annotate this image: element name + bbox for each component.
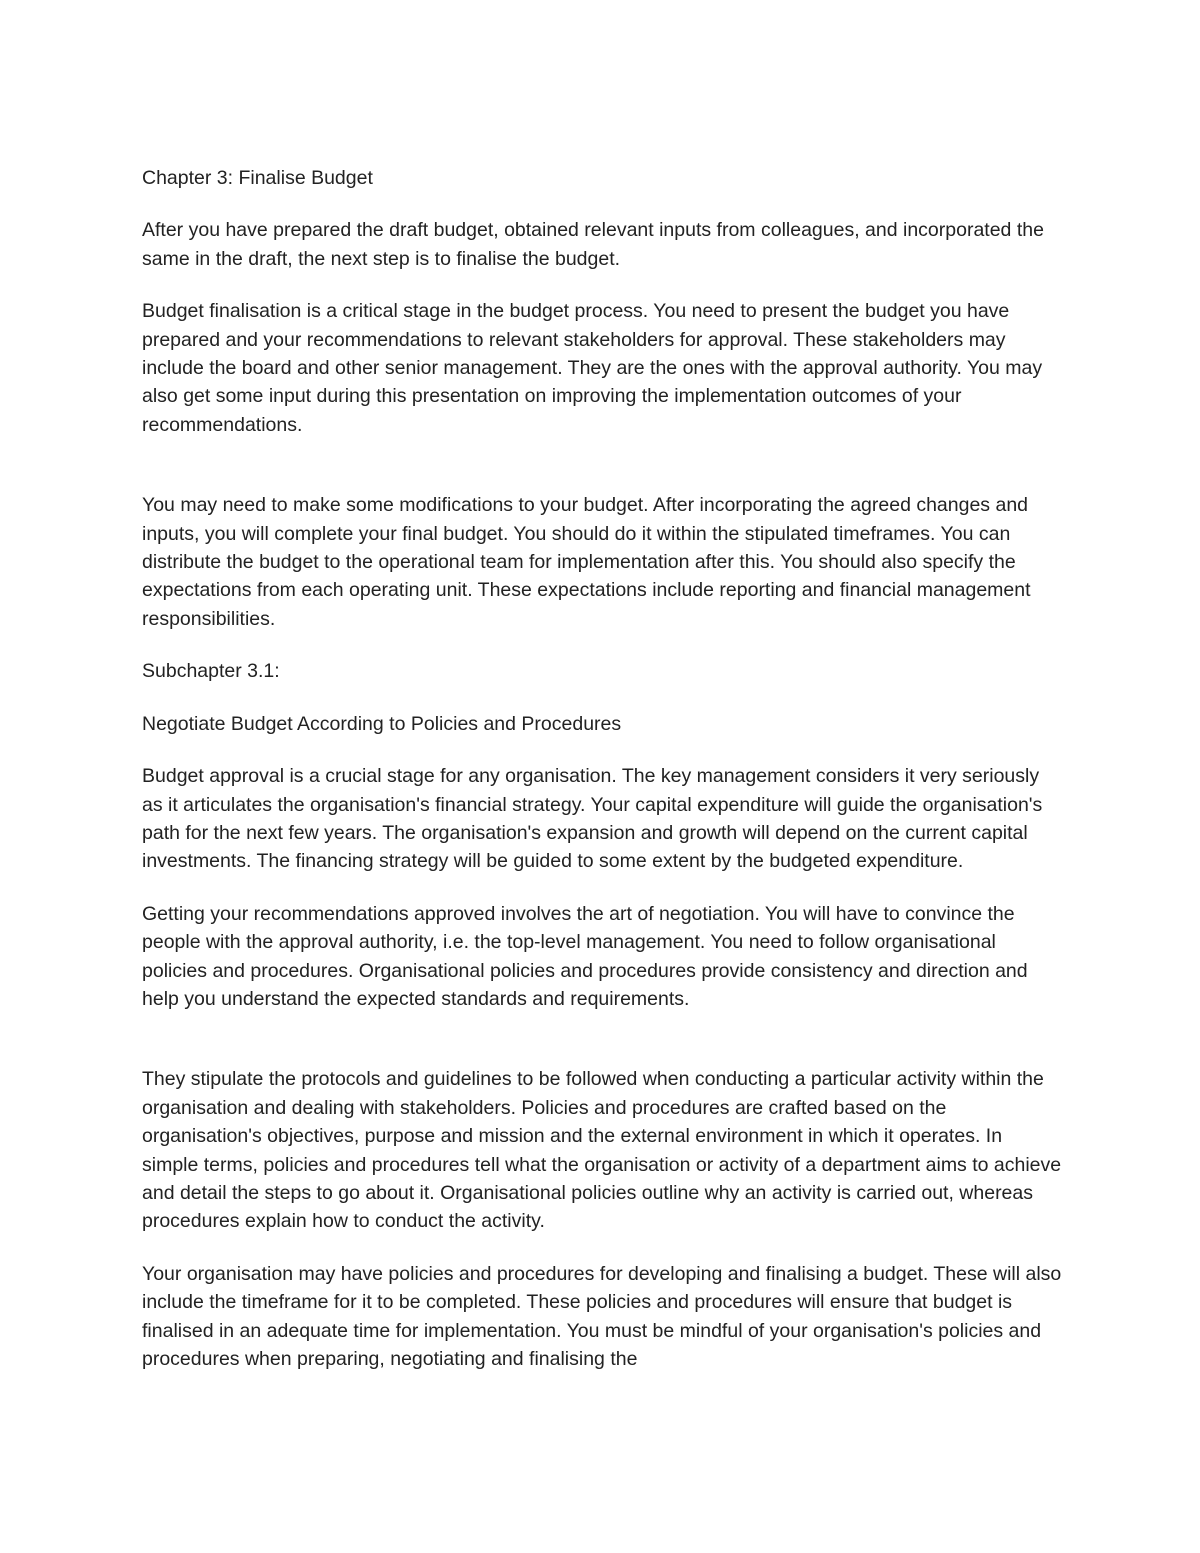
document-body <box>142 164 1062 1397</box>
subchapter-label: Subchapter 3.1: <box>142 660 280 683</box>
paragraph-sub-2: Getting your recommendations approved involves the art of negotiation. You will have to convince the people with the approval authority, i.e. the top-level management. You need to follow organisational policies and procedures. Organisational policies and procedures provide consistency and direction and help you understand the expected standards and requirements. <box>142 902 1028 1010</box>
subchapter-title: Negotiate Budget According to Policies and Procedures <box>142 712 622 735</box>
paragraph-sub-4: Your organisation may have policies and procedures for developing and finalising a budget. These will also include the timeframe for it to be completed. These policies and procedures will ensure that budget is finalised in an adequate time for implementation. You must be mindful of your organisation's policies and procedures when preparing, negotiating and finalising the <box>142 1262 1062 1370</box>
chapter-title: Chapter 3: Finalise Budget <box>142 167 373 189</box>
paragraph-sub-1: Budget approval is a crucial stage for any organisation. The key management considers it very seriously as it articulates the organisation's financial strategy. Your capital expenditure will guide the organisation's path for the next few years. The organisation's expansion and growth will depend on the current capital investments. The financing strategy will be guided to some extent by the budgeted expenditure. <box>142 765 1043 873</box>
paragraph-intro-1: After you have prepared the draft budget, obtained relevant inputs from colleagues, and incorporated the same in the draft, the next step is to finalise the budget. <box>142 219 1044 270</box>
paragraph-intro-2: Budget finalisation is a critical stage in the budget process. You need to present the budget you have prepared and your recommendations to relevant stakeholders for approval. These stakeholders may include the board and other senior management. They are the ones with the approval authority. You may also get some input during this presentation on improving the implementation outcomes of your recommendations. <box>142 300 1043 436</box>
paragraph-sub-3: They stipulate the protocols and guidelines to be followed when conducting a particular activity within the organisation and dealing with stakeholders. Policies and procedures are crafted based on the organisation's objectives, purpose and mission and the external environment in which it operates. In simple terms, policies and procedures tell what the organisation or activity of a department aims to achieve and detail the steps to go about it. Organisational policies outline why an activity is carried out, whereas procedures explain how to conduct the activity. <box>142 1068 1062 1233</box>
paragraph-intro-3: You may need to make some modifications to your budget. After incorporating the agreed changes and inputs, you will complete your final budget. You should do it within the stipulated timeframes. You can distribute the budget to the operational team for implementation after this. You should also specify the expectations from each operating unit. These expectations include reporting and financial management responsibilities. <box>142 494 1031 630</box>
